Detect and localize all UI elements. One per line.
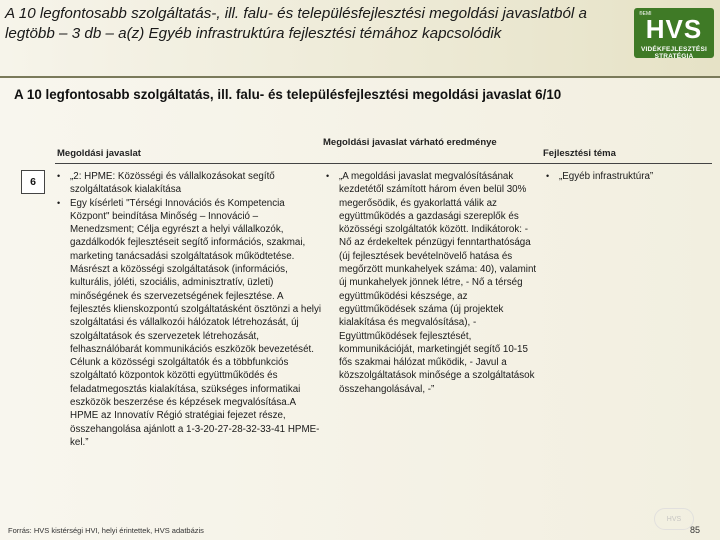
result-text: „A megoldási javaslat megvalósításának kezdetétől számított három éven belül 30% megerősödik, és gyakorlattá válik az együttműködés a gazdasági szereplők és közösségi szolgáltatók között. Indikátorok: - Nő az érdekeltek pénzügyi fenntarthatósága (új fejlesztések bevételnövelő hatása és megőrzött munkahelyek száma: 40), valamint új munkahelyek jönnek létre, - Nő a térség együttműködési készsége, az együttműködések száma (új projektek kialakítása és megvalósítása), - Együttműködések fejlesztését, kommunikációját, marketingjét segítő 10-15 fős szakmai hálózat működik, - Javul a közszolgáltatások minősége a szolgáltatások összehangolásával, -” <box>339 171 537 395</box>
row-number: 6 <box>21 170 45 194</box>
topic-cell <box>546 170 714 183</box>
header-rule <box>55 163 712 164</box>
bullet-icon: • <box>57 197 61 208</box>
bullet-icon: • <box>326 171 330 181</box>
topic-text: „Egyéb infrastruktúra” <box>559 171 654 182</box>
solution-bullet <box>57 197 322 450</box>
topic-bullet <box>546 170 714 183</box>
header-divider <box>0 76 720 78</box>
column-header-topic: Fejlesztési téma <box>543 148 616 159</box>
bullet-icon: • <box>57 171 61 181</box>
source-note: Forrás: HVS kistérségi HVI, helyi érintettek, HVS adatbázis <box>8 526 204 535</box>
solution-bullet <box>57 170 322 197</box>
column-header-result: Megoldási javaslat várható eredménye <box>323 137 497 148</box>
logo-subtitle: VIDÉKFEJLESZTÉSI STRATÉGIA <box>640 46 708 58</box>
solution-cell <box>57 170 322 449</box>
hvs-logo <box>634 8 714 58</box>
bullet-icon: • <box>546 171 550 181</box>
logo-registered-mark: ®EMI <box>639 11 652 17</box>
logo-main-text: HVS <box>645 14 703 44</box>
result-cell <box>326 170 542 396</box>
watermark-logo: HVS <box>654 508 694 530</box>
solution-bullet-text: Egy kísérleti "Térségi Innovációs és Kompetencia Központ" beindítása Minőség – Innováció – Menedzsment; Célja egyrészt a helyi vállalkozók, gazdálkodók fejlesztéseit segítő információs, szakmai, marketing tanácsadási szolgáltatások működtetése. Másrészt a közösségi szolgáltatások (információs, kulturális, jóléti, szociális, adminisztratív, üzleti) minőségének és szervezetségének fejlesztése. A fejlesztés klienskozpontú szolgáltatásként ösztönzi a helyi szolgáltatási és vállalkozói hálózatok létrehozását, új szolgáltatások és szervezetek létrehozását, felhasználóbarát kommunikációs eszközök bevezetését. Célunk a közösségi szolgáltatók és a többfunkciós szolgáltató központok közötti együttműködés és feladatmegosztás kialakítása, szükséges informatikai eszközök beszerzése és képzések megvalósítása.A HPME az Innovatív Régió stratégiai fejezet része, összehangolása ajánlott a 1-3-20-27-28-32-33-41 HPME-kel.” <box>70 197 322 448</box>
section-title: A 10 legfontosabb szolgáltatás, ill. falu- és településfejlesztési megoldási javaslat 6/10 <box>14 87 562 102</box>
result-bullet <box>326 170 542 396</box>
slide-title: A 10 legfontosabb szolgáltatás-, ill. falu- és településfejlesztési megoldási javaslatból a legtöbb – 3 db – a(z) Egyéb infrastruktúra fejlesztési témához kapcsolódik <box>5 5 587 42</box>
solution-bullet-text: „2: HPME: Közösségi és vállalkozásokat segítő szolgáltatások kialakítása <box>70 171 275 196</box>
page-number: 85 <box>690 525 701 535</box>
column-header-solution: Megoldási javaslat <box>57 148 141 159</box>
header-band <box>0 0 720 76</box>
